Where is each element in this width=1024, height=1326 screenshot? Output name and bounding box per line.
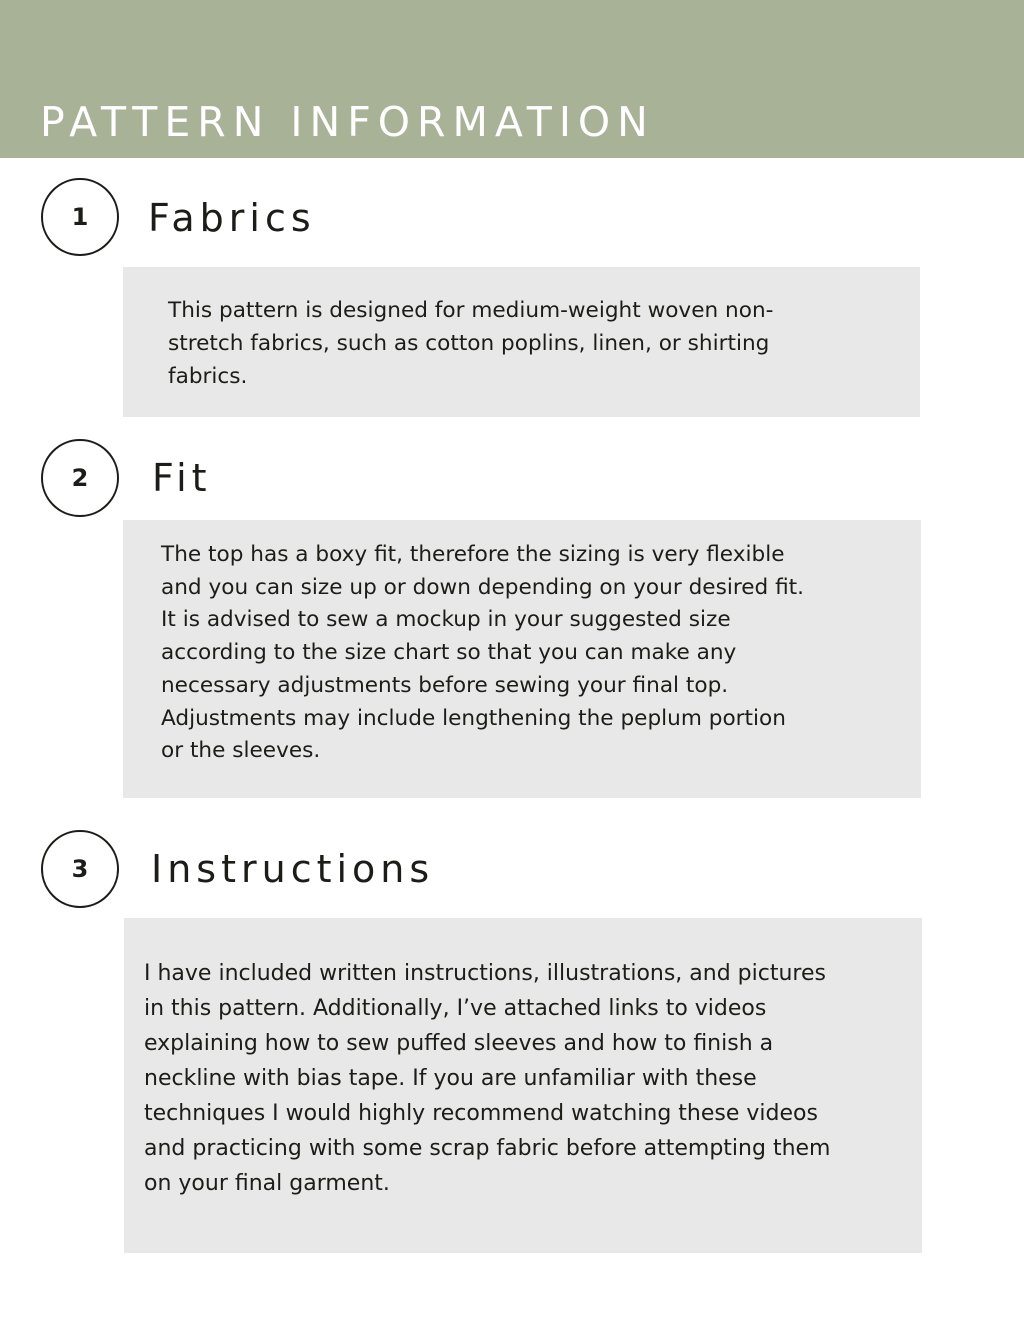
section-2-text-line: It is advised to sew a mockup in your suggested size: [161, 607, 731, 633]
section-1-text-line: fabrics.: [168, 364, 248, 389]
section-1-number-badge: 1: [41, 178, 119, 256]
section-2-text-line: necessary adjustments before sewing your final top.: [161, 672, 729, 698]
section-3-text-line: in this pattern. Additionally, I’ve attached links to videos: [144, 996, 767, 1021]
section-3-text-line: I have included written instructions, illustrations, and pictures: [144, 961, 826, 986]
section-1-heading: Fabrics: [148, 196, 316, 240]
section-3-text-box: [124, 918, 922, 1253]
section-3-heading: Instructions: [151, 847, 435, 891]
section-3-text-line: and practicing with some scrap fabric before attempting them: [144, 1136, 831, 1161]
section-2-text-line: The top has a boxy fit, therefore the sizing is very flexible: [161, 542, 785, 567]
section-3-text-line: techniques I would highly recommend watching these videos: [144, 1101, 818, 1126]
page-title: PATTERN INFORMATION: [40, 98, 655, 146]
section-2-text-line: according to the size chart so that you can make any: [161, 640, 737, 666]
section-2-text-line: and you can size up or down depending on your desired fit.: [161, 574, 805, 600]
section-3-text-line: neckline with bias tape. If you are unfamiliar with these: [144, 1066, 757, 1091]
section-3-text-line: explaining how to sew puffed sleeves and how to finish a: [144, 1031, 774, 1056]
section-3-number-badge: 3: [41, 830, 119, 908]
section-1-text-box: [123, 267, 920, 417]
section-1-text-line: stretch fabrics, such as cotton poplins, linen, or shirting: [168, 331, 770, 356]
section-2-heading: Fit: [152, 456, 212, 500]
section-2-text-line: Adjustments may include lengthening the peplum portion: [161, 705, 786, 731]
section-2-text-line: or the sleeves.: [161, 738, 321, 764]
section-2-number-badge: 2: [41, 439, 119, 517]
section-1-text-line: This pattern is designed for medium-weight woven non-: [168, 298, 774, 323]
section-2-text-box: [123, 520, 921, 798]
section-3-text-line: on your final garment.: [144, 1171, 390, 1196]
